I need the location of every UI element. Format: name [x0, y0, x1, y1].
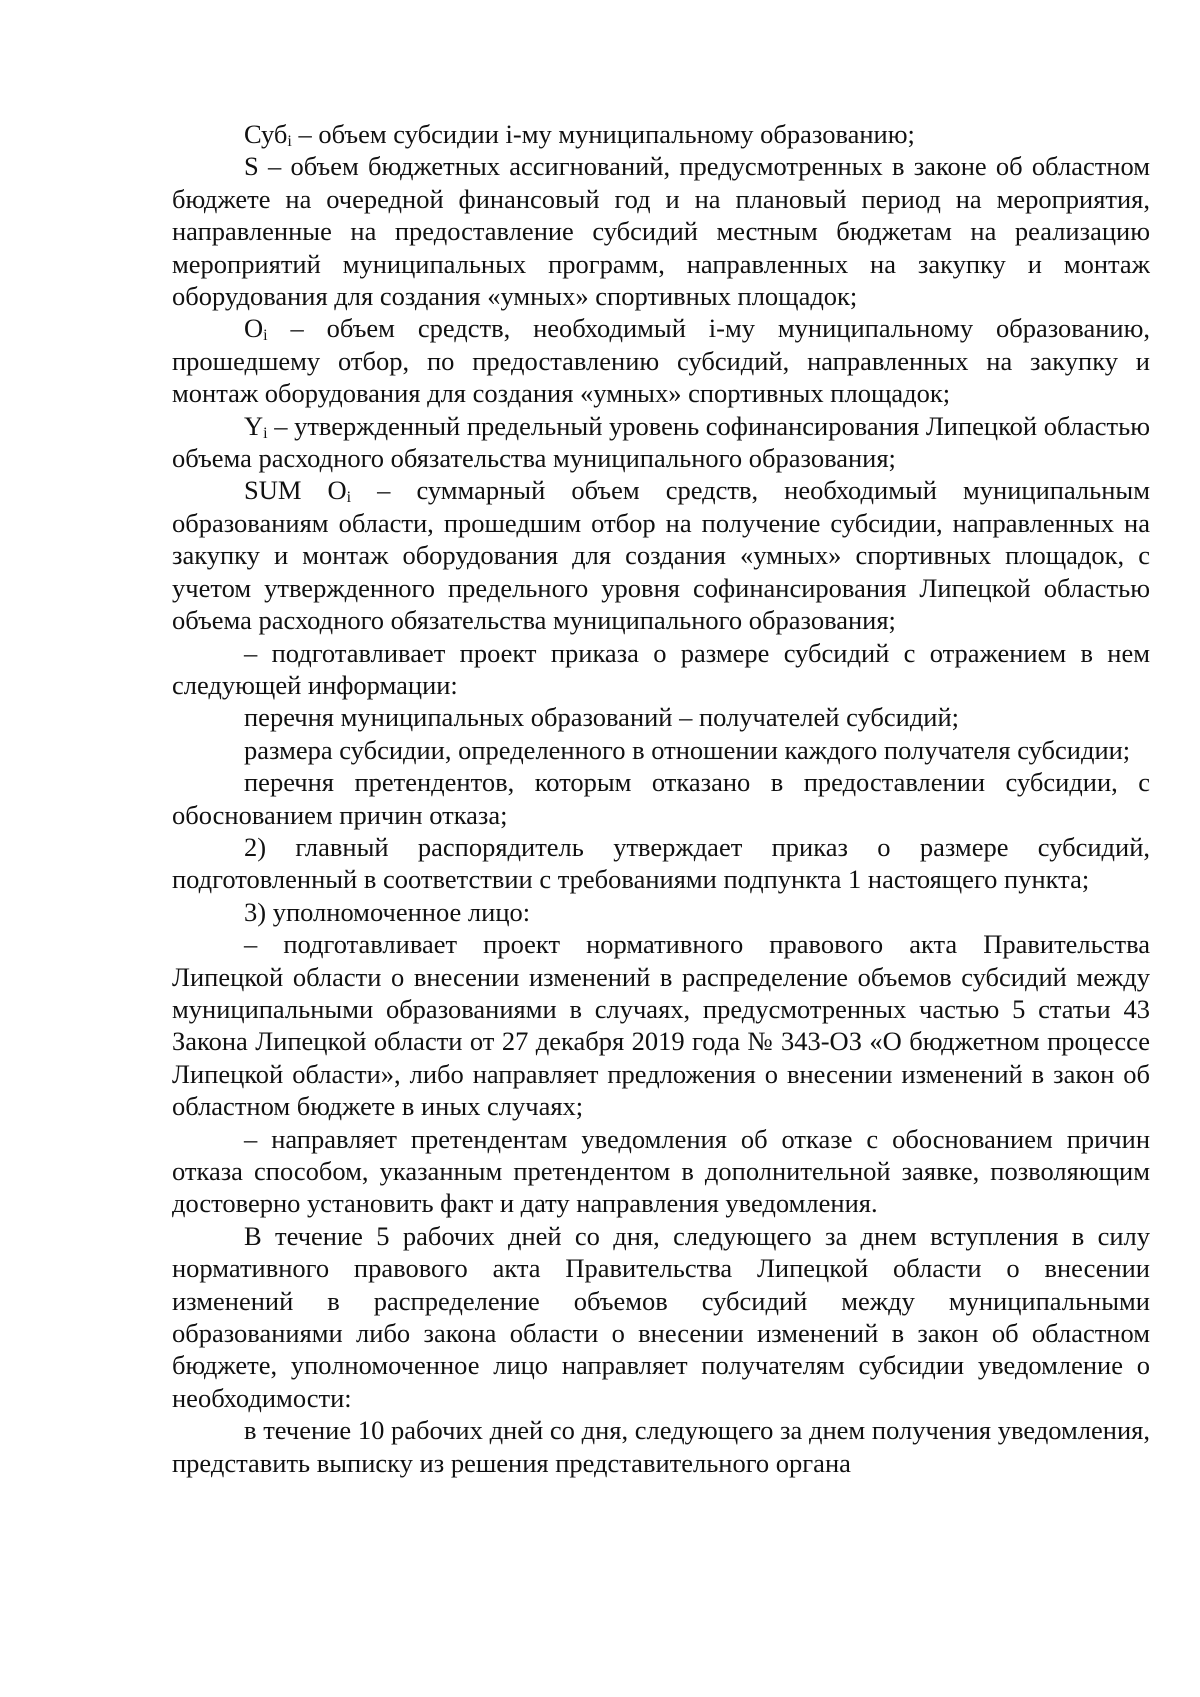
symbol: Суб: [244, 119, 288, 149]
paragraph-text: перечня претендентов, которым отказано в предоставлении субсидии, с обоснованием причин отказа;: [172, 767, 1150, 830]
document-page: [172, 118, 1150, 1479]
paragraph-yi-definition: [172, 410, 1150, 475]
paragraph-within-5-days: [172, 1220, 1150, 1414]
paragraph-text: – утвержденный предельный уровень софинансирования Липецкой областью объема расходного обязательства муниципального образования;: [172, 410, 1150, 474]
paragraph-text: – объем средств, необходимый i-му муниципальному образованию, прошедшему отбор, по предоставлению субсидий, направленных на закупку и монтаж оборудования для создания «умных» спортивных площадок;: [172, 313, 1150, 409]
paragraph-sum-oi-definition: [172, 474, 1150, 636]
paragraph-text: размера субсидии, определенного в отношении каждого получателя субсидии;: [244, 734, 1131, 765]
paragraph-oi-definition: [172, 312, 1150, 409]
paragraph-text: – суммарный объем средств, необходимый муниципальным образованиям области, прошедшим отбор на получение субсидии, направленных на закупку и монтаж оборудования для создания «умных» спортивных площадок, с учетом утвержденного предельного уровня софинансирования Липецкой областью объема расходного обязательства муниципального образования;: [172, 475, 1151, 636]
paragraph-text: – объем субсидии i-му муниципальному образованию;: [291, 119, 915, 149]
paragraph-within-10-days: [172, 1414, 1150, 1479]
paragraph-text: – направляет претендентам уведомления об отказе с обоснованием причин отказа способом, указанным претендентом в дополнительной заявке, позволяющим достоверно установить факт и дату направления уведомления.: [172, 1123, 1150, 1219]
symbol-index: i: [346, 489, 352, 507]
paragraph-text: в течение 10 рабочих дней со дня, следующего за днем получения уведомления, представить выписку из решения представительного органа: [172, 1415, 1150, 1478]
paragraph-item-3: [172, 896, 1150, 928]
symbol: SUM O: [244, 475, 347, 506]
paragraph-text: 3) уполномоченное лицо:: [244, 896, 531, 927]
paragraph-item-2: [172, 831, 1150, 896]
symbol-index: i: [263, 327, 268, 345]
paragraph-text: В течение 5 рабочих дней со дня, следующего за днем вступления в силу нормативного правового акта Правительства Липецкой области о внесении изменений в распределение объемов субсидий между муниципальными образованиями либо закона области о внесении изменений в закон об областном бюджете, уполномоченное лицо направляет получателям субсидии уведомление о необходимости:: [172, 1220, 1150, 1413]
symbol-index: i: [263, 424, 268, 442]
paragraph-prepare-order: [172, 637, 1150, 702]
paragraph-sub-definition: [172, 118, 1150, 150]
paragraph-prepare-act: [172, 928, 1150, 1122]
paragraph-s-definition: [172, 150, 1150, 312]
paragraph-text: S – объем бюджетных ассигнований, предусмотренных в законе об областном бюджете на очередной финансовый год и на плановый период на мероприятия, направленные на предоставление субсидий местным бюджетам на реализацию мероприятий муниципальных программ, направленных на закупку и монтаж оборудования для создания «умных» спортивных площадок;: [172, 151, 1150, 312]
paragraph-text: – подготавливает проект приказа о размере субсидий с отражением в нем следующей информации:: [172, 637, 1150, 700]
symbol: Y: [244, 410, 264, 441]
paragraph-refused-applicants: [172, 766, 1150, 831]
paragraph-text: 2) главный распорядитель утверждает приказ о размере субсидий, подготовленный в соответствии с требованиями подпункта 1 настоящего пункта;: [172, 831, 1150, 895]
paragraph-list-municipalities: [172, 701, 1150, 733]
paragraph-send-refusals: [172, 1123, 1150, 1220]
paragraph-text: перечня муниципальных образований – получателей субсидий;: [244, 702, 960, 733]
paragraph-subsidy-size: [172, 734, 1150, 766]
symbol: O: [244, 313, 264, 344]
paragraph-text: – подготавливает проект нормативного правового акта Правительства Липецкой области о внесении изменений в распределение объемов субсидий между муниципальными образованиями в случаях, предусмотренных частью 5 статьи 43 Закона Липецкой области от 27 декабря 2019 года № 343-ОЗ «О бюджетном процессе Липецкой области», либо направляет предложения о внесении изменений в закон об областном бюджете в иных случаях;: [172, 929, 1150, 1122]
symbol-index: i: [287, 133, 292, 150]
